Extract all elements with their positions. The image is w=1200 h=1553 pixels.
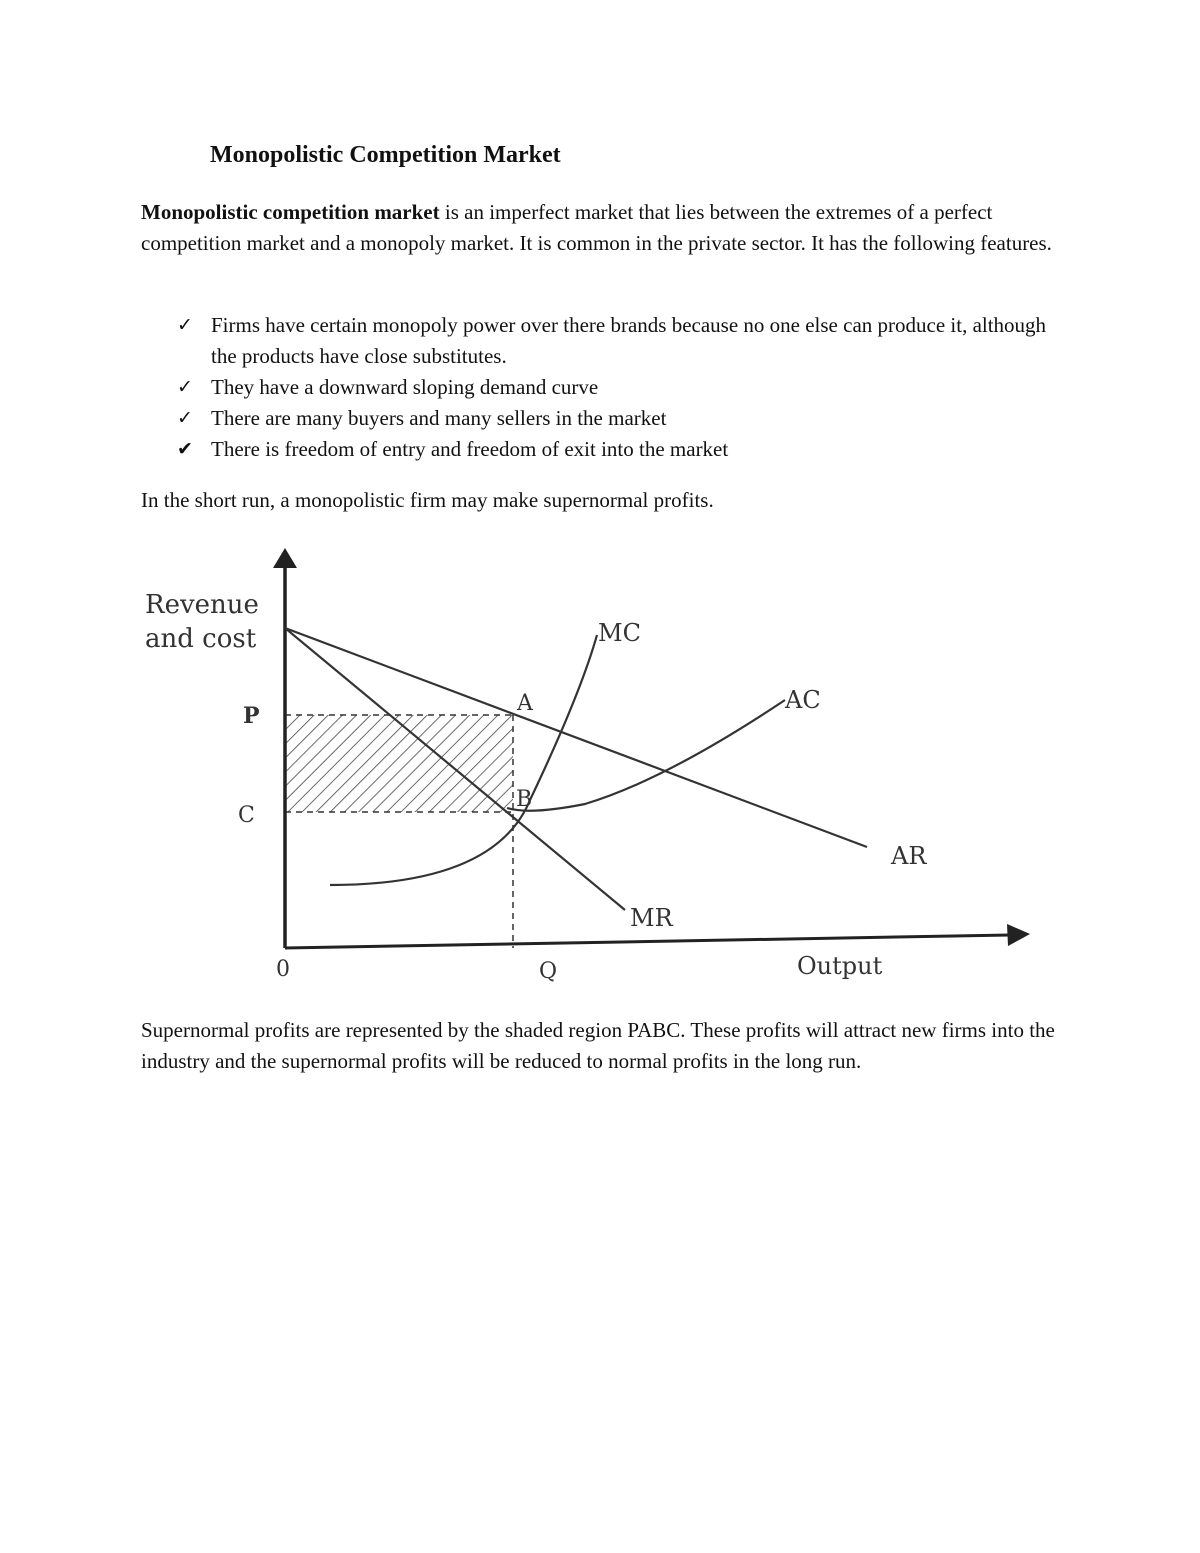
shaded-region-pabc (285, 715, 513, 812)
x-axis (285, 935, 1010, 948)
feature-text: There is freedom of entry and freedom of exit into the market (211, 437, 729, 461)
ac-curve (507, 700, 785, 811)
features-list (141, 310, 1056, 465)
conclusion-paragraph: Supernormal profits are represented by the shaded region PABC. These profits will attract new firms into the industry and the supernormal profits will be reduced to normal profits in the long run. (141, 1018, 1055, 1073)
short-run-paragraph: In the short run, a monopolistic firm may make supernormal profits. (141, 488, 714, 512)
y-axis-label-line2: and cost (145, 624, 257, 654)
intro-term: Monopolistic competition market (141, 200, 440, 224)
list-item (141, 434, 1056, 465)
feature-text: There are many buyers and many sellers in the market (211, 406, 667, 430)
feature-text: Firms have certain monopoly power over there brands because no one else can produce it, although the products have close substitutes. (211, 313, 1047, 368)
list-item (141, 372, 1056, 403)
label-q: Q (539, 959, 558, 984)
x-axis-label: Output (797, 952, 883, 980)
heavy-checkmark-icon: ✔ (177, 438, 193, 460)
label-c: C (238, 803, 255, 828)
label-mr: MR (630, 904, 673, 932)
label-ar: AR (891, 842, 927, 870)
label-origin: 0 (276, 957, 290, 982)
label-ac: AC (785, 686, 821, 714)
y-axis-arrow-icon (273, 548, 297, 568)
y-axis-label-line1: Revenue (145, 590, 259, 620)
checkmark-icon: ✓ (177, 376, 193, 398)
label-b: B (516, 787, 533, 812)
monopolistic-competition-chart (135, 540, 1055, 990)
checkmark-icon: ✓ (177, 314, 193, 336)
list-item (141, 310, 1056, 372)
x-axis-arrow-icon (1007, 924, 1030, 946)
label-mc: MC (598, 619, 641, 647)
intro-text: is an imperfect market that lies between the extremes of a perfect competition market and a monopoly market. It is common in the private sector. It has the following features. (141, 200, 1052, 255)
page-title: Monopolistic Competition Market (210, 142, 561, 168)
checkmark-icon: ✓ (177, 407, 193, 429)
list-item (141, 403, 1056, 434)
feature-text: They have a downward sloping demand curve (211, 375, 599, 399)
label-p: P (243, 703, 260, 729)
label-a: A (517, 691, 533, 716)
intro-paragraph (141, 197, 1056, 259)
